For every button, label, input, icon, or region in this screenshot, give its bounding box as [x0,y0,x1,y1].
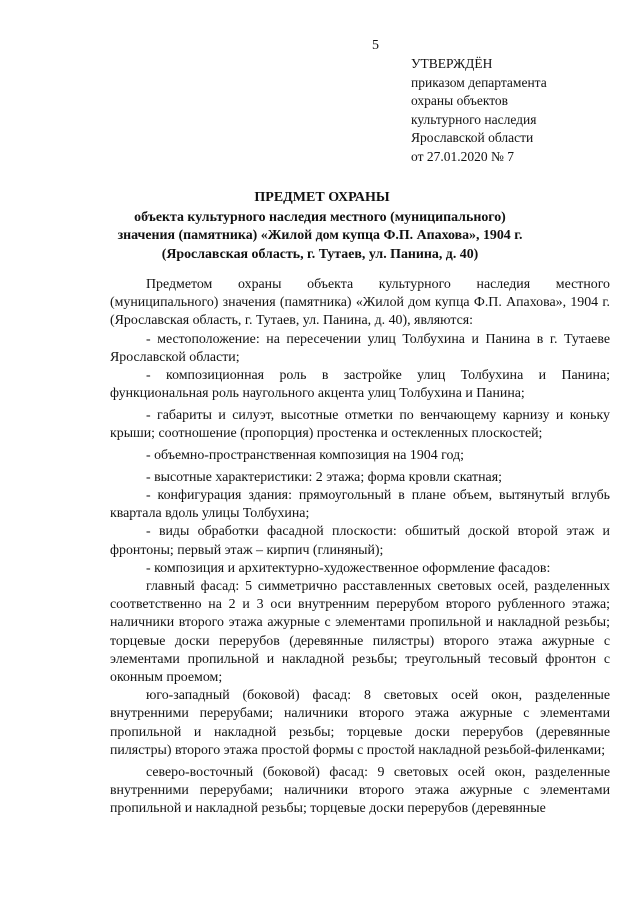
approval-line: культурного наследия [411,111,537,127]
approval-line: УТВЕРЖДЁН [411,56,493,71]
paragraph: северо-восточный (боковой) фасад: 9 световых осей окон, разделенные внутренними перерубами; наличники второго этажа ажурные с элементами пропильной и накладной резьбы; торцевые доски перерубов (деревянные [110,764,610,817]
document-subtitle: объекта культурного наследия местного (муниципального) значения (памятника) «Жилой дом купца Ф.П. Апахова», 1904 г. (Ярославская область, г. Тутаев, ул. Панина, д. 40) [117,210,523,262]
paragraph: - высотные характеристики: 2 этажа; форма кровли скатная; [146,469,502,485]
approval-line: от 27.01.2020 № 7 [411,148,514,164]
approval-block [411,55,611,167]
paragraph: Предметом охраны объекта культурного наследия местного (муниципального) значения (памятника) «Жилой дом купца Ф.П. Апахова», 1904 г. (Ярославская область, г. Тутаев, ул. Панина, д. 40), являются: [110,277,610,329]
paragraph: - местоположение: на пересечении улиц Толбухина и Панина в г. Тутаеве Ярославской области; [110,331,610,365]
paragraph: юго-западный (боковой) фасад: 8 световых осей окон, разделенные внутренними перерубами; наличники второго этажа ажурные с элементами пропильной и накладной резьбы; торцевые доски перерубов (деревянные пилястры) второго этажа простой формы с простой накладной резьбой-филенками; [110,688,610,758]
paragraph: - габариты и силуэт, высотные отметки по венчающему карнизу и коньку крыши; соотношение (пропорция) простенка и остекленных плоскостей; [110,408,610,442]
approval-line: Ярославской области [411,130,534,146]
paragraph: - виды обработки фасадной плоскости: обшитый доской второй этаж и фронтоны; первый этаж – кирпич (глиняный); [110,524,610,558]
approval-line: приказом департамента [411,74,547,90]
page-number: 5 [372,38,379,53]
paragraph: главный фасад: 5 симметрично расставленных световых осей, разделенных соответственно на 2 и 3 оси внутренним перерубом второго рубленного этажа; наличники второго этажа ажурные с элементами пропильной и накладной резьбы; торцевые доски перерубов (деревянные пилястры) второго этажа ажурные с элементами пропильной и накладной резьбы; треугольный тесовый фронтон с оконным проемом; [110,579,610,686]
document-title: ПРЕДМЕТ ОХРАНЫ [254,190,390,205]
document-body [110,276,610,818]
paragraph: - композиция и архитектурно-художественное оформление фасадов: [146,560,551,576]
paragraph: - объемно-пространственная композиция на 1904 год; [146,448,464,464]
paragraph: - композиционная роль в застройке улиц Толбухина и Панина; функциональная роль наугольного акцента улиц Толбухина и Панина; [110,368,610,402]
approval-line: охраны объектов [411,93,509,109]
paragraph: - конфигурация здания: прямоугольный в плане объем, вытянутый вглубь квартала вдоль улицы Толбухина; [110,488,610,522]
